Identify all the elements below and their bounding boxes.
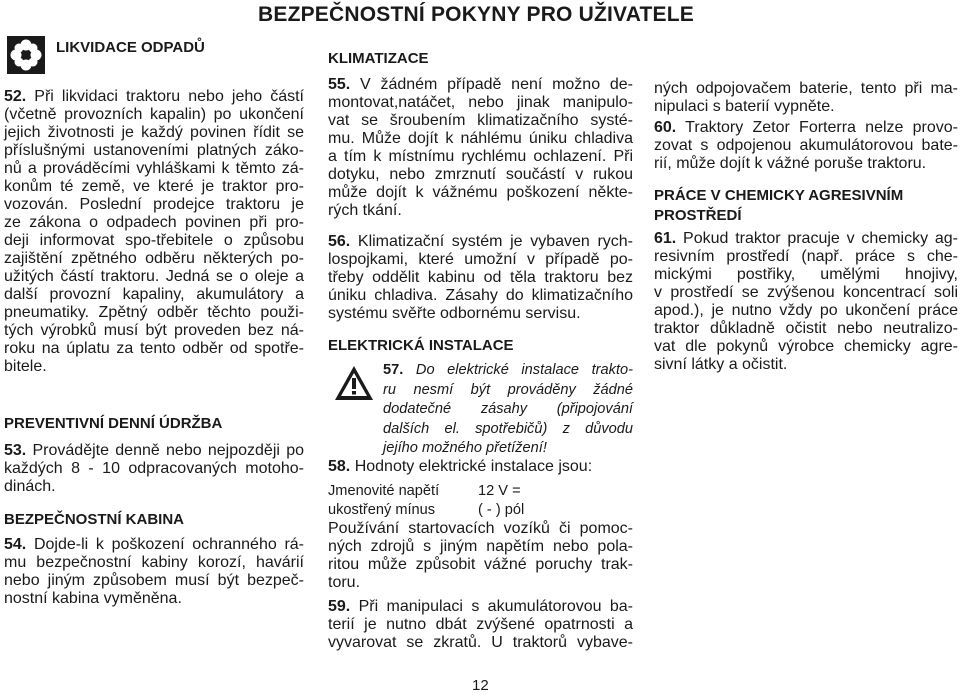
text-line: systému svěřte odbornému servisu.: [328, 305, 581, 322]
item-53: [4, 442, 304, 496]
ground-label: ukostřený mínus: [328, 502, 436, 518]
heading-text: BEZPEČNOSTNÍ KABINA: [4, 511, 185, 528]
text: Klimatizační systém je vybaven rych-: [350, 233, 633, 250]
ground-spec-row: [328, 501, 524, 521]
text-line: terií je nutno dbát zvýšené opatrnosti a: [328, 616, 633, 633]
heading-text: PREVENTIVNÍ DENNÍ ÚDRŽBA: [4, 415, 223, 432]
text-line: nů a prováděcími vyhláškami k těmto zá-: [4, 160, 304, 177]
item-56: [328, 233, 633, 323]
item-57: [383, 361, 633, 459]
text-line: roku na úplatu za tento odběr od spotře-: [4, 340, 304, 357]
item-58: [328, 458, 633, 476]
text-line: tých výrobků musí být proveden bez ná-: [4, 322, 304, 339]
section-heading-air-conditioning: [328, 50, 633, 67]
voltage-value: 12 V =: [478, 483, 521, 499]
text-line: každých 8 - 10 odpracovaných motoho-: [4, 460, 304, 477]
item-60: [654, 119, 958, 173]
item-number: 57.: [383, 362, 404, 378]
item-52: [4, 88, 304, 376]
item-number: 59.: [328, 598, 351, 615]
text-line: mu bezpečnostní kabiny korozí, havárií: [4, 554, 304, 571]
heading-text: ELEKTRICKÁ INSTALACE: [328, 337, 514, 354]
page-number: 12: [472, 677, 489, 694]
section-heading-preventive-maintenance: [4, 415, 304, 432]
text: Provádějte denně nebo nejpozději po: [26, 442, 304, 459]
text-line: zovat s odpojenou akumulátorovou bate-: [654, 137, 958, 154]
text-line: rií, může dojít k vážné poruše traktoru.: [654, 155, 927, 172]
text-line: apod.), je nutno vždy po ukončení práce: [654, 302, 958, 319]
item-52-line-1: [4, 88, 304, 106]
text-line: mu. Může dojít k náhlému úniku chladiva: [328, 130, 633, 147]
item-55: [328, 76, 633, 220]
text-line: jejich životnosti je každý povinen řídit se: [4, 124, 304, 141]
heading-text: KLIMATIZACE: [328, 50, 429, 67]
item-number: 60.: [654, 119, 677, 136]
text-line: ru nesmí být prováděny žádné: [383, 381, 633, 398]
text-line: toru.: [328, 574, 361, 591]
item-58-line-1: [328, 458, 633, 476]
voltage-spec-row: [328, 482, 521, 502]
text-line: ných zdrojů s jiným napětím nebo pola-: [328, 538, 633, 555]
page-title: BEZPEČNOSTNÍ POKYNY PRO UŽIVATELE: [258, 3, 694, 26]
text-line: sivní látky a očistit.: [654, 356, 788, 373]
text-line: může dojít k vážnému poškození někte-: [328, 184, 633, 201]
text-line: Používání startovacích vozíků či pomoc-: [328, 520, 633, 537]
item-58-body: [328, 520, 633, 592]
text-line: lospojkami, které umožní v případě po-: [328, 251, 633, 268]
text: V žádném případě není možno de-: [350, 76, 633, 93]
text-line: příslušnými ustanoveními platných záko-: [4, 142, 304, 159]
text-line: dalších el. spotřebičů) z důvodu: [383, 420, 633, 437]
item-number: 58.: [328, 458, 351, 475]
text-line: dinách.: [4, 478, 56, 495]
text-line: ze zákona o odpadech povinen při pro-: [4, 214, 304, 231]
text-line: vyvarovat se zkratů. U traktorů vybave-: [328, 634, 633, 651]
text-line: vat se šroubením klimatizačního systé-: [328, 112, 633, 129]
voltage-label: Jmenovité napětí: [328, 483, 440, 499]
text-line: zajištění zpětného odběru některých po-: [4, 250, 304, 267]
text-line: ných odpojovačem baterie, tento při ma-: [654, 80, 958, 97]
ground-value: ( - ) pól: [478, 502, 525, 518]
item-number: 53.: [4, 442, 27, 459]
text-line: užitých částí traktoru. Jedná se o oleje a: [4, 268, 304, 285]
text-line: dodatečné zásahy (připojování: [383, 401, 633, 418]
text-line: nebo jiným způsobem musí být bezpeč-: [4, 572, 304, 589]
text-line: v prostředí se zvýšenou koncentrací soli: [654, 284, 958, 301]
item-60-line-1: [654, 119, 958, 137]
item-54: [4, 536, 304, 608]
text-line: deji informovat spo-třebitele o způsobu: [4, 232, 304, 249]
text-line: rých tkání.: [328, 202, 402, 219]
text-line: a tím k místnímu rychlému ochlazení. Při: [328, 148, 633, 165]
text-line: bitele.: [4, 358, 47, 375]
text-line: třeby oddělit kabinu od těla traktoru bez: [328, 269, 633, 286]
text: Při manipulaci s akumulátorovou ba-: [350, 598, 633, 615]
item-number: 55.: [328, 76, 351, 93]
item-59-line-1: [328, 598, 633, 616]
item-61-line-1: [654, 230, 958, 248]
heading-line: PROSTŘEDÍ: [654, 207, 742, 224]
item-59: [328, 598, 633, 652]
text: Při likvidaci traktoru nebo jeho částí: [26, 88, 304, 105]
text: Pokud traktor pracuje v chemicky ag-: [676, 230, 958, 247]
item-61: [654, 230, 958, 374]
item-number: 54.: [4, 536, 27, 553]
warning-triangle-icon: [334, 365, 374, 401]
item-number: 56.: [328, 233, 351, 250]
text-line: dotyku, nebo zmrznutí součástí v rukou: [328, 166, 633, 183]
text: Do elektrické instalace trakto-: [403, 362, 633, 378]
text: Traktory Zetor Forterra nelze provo-: [676, 119, 958, 136]
section-heading-chemical-environment: [654, 186, 958, 226]
item-53-line-1: [4, 442, 304, 460]
text-line: konům té země, ve které je traktor pro-: [4, 178, 304, 195]
text-line: pneumatiky. Zpětný odběr těchto použi-: [4, 304, 304, 321]
item-number: 61.: [654, 230, 677, 247]
text-line: montovat,natáčet, nebo jinak manipulo-: [328, 94, 633, 111]
text-line: jejího možného přetížení!: [383, 440, 547, 457]
text-line: vozován. Poslední prodejce traktoru je: [4, 196, 304, 213]
text-line: vat dle pokynů výrobce chemicky agre-: [654, 338, 958, 355]
heading-line: PRÁCE V CHEMICKY AGRESIVNÍM: [654, 187, 904, 204]
section-heading-safety-cab: [4, 511, 304, 528]
item-number: 52.: [4, 88, 27, 105]
text: Dojde-li k poškození ochranného rá-: [26, 536, 304, 553]
text-line: úniku chladiva. Zásahy do klimatizačního: [328, 287, 633, 304]
text-line: ritou může způsobit vážné poruchy trak-: [328, 556, 633, 573]
text: Hodnoty elektrické instalace jsou:: [350, 458, 593, 475]
section-heading-waste-disposal: LIKVIDACE ODPADŮ: [56, 39, 205, 56]
item-55-line-1: [328, 76, 633, 94]
waste-disposal-symbol-icon: [7, 36, 45, 74]
item-57-line-1: [383, 361, 633, 381]
item-56-line-1: [328, 233, 633, 251]
section-heading-electrical-installation: [328, 337, 633, 354]
text-line: nostní kabina vyměněna.: [4, 590, 182, 607]
text-line: resivním prostředí (např. práce s che-: [654, 248, 958, 265]
text-line: mickými postřiky, umělými hnojivy,: [654, 266, 958, 283]
item-54-line-1: [4, 536, 304, 554]
text-line: nipulaci s baterií vypněte.: [654, 98, 835, 115]
text-line: další provozní kapaliny, akumulátory a: [4, 286, 304, 303]
text-line: traktor důkladně očistit nebo neutralizo-: [654, 320, 958, 337]
item-59-continued: [654, 80, 958, 116]
text-line: (včetně provozních kapalin) po ukončení: [4, 106, 304, 123]
